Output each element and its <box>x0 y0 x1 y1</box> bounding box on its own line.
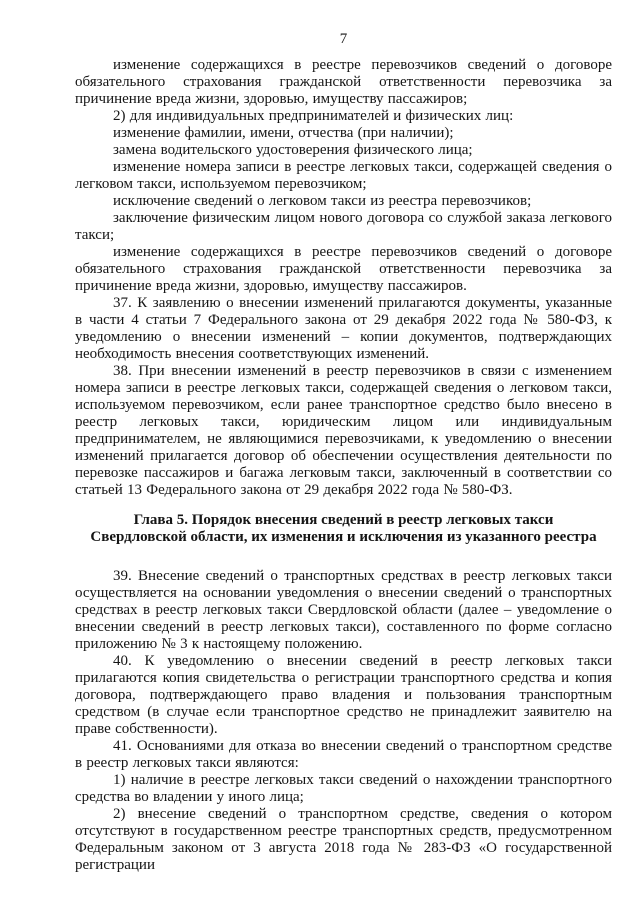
paragraph: изменение содержащихся в реестре перевозчиков сведений о договоре обязательного страхования гражданской ответственности перевозчика за причинение вреда жизни, здоровью, имуществу пассажиров. <box>75 244 612 294</box>
chapter-heading-line2: Свердловской области, их изменения и исключения из указанного реестра <box>90 529 597 545</box>
paragraph: изменение фамилии, имени, отчества (при наличии); <box>113 125 454 141</box>
paragraph: 38. При внесении изменений в реестр перевозчиков в связи с изменением номера записи в реестре легковых такси, содержащей сведения о легковом такси, используемом перевозчиком, если ранее транспортное средство было внесено в реестр легковых такси, юридическим лицом или индивидуальным предпринимателем, не являющимися перевозчиками, к уведомлению о внесении изменений прилагается договор об обеспечении осуществления деятельности по перевозке пассажиров и багажа легковым такси, заключенный в соответствии со статьей 13 Федерального закона от 29 декабря 2022 года № 580-ФЗ. <box>75 363 612 498</box>
paragraph: 2) внесение сведений о транспортном средстве, сведения о котором отсутствуют в государственном реестре транспортных средств, предусмотренном Федеральным законом от 3 августа 2018 года № 283-ФЗ «О государственной регистрации <box>75 806 612 873</box>
chapter-heading-line1: Глава 5. Порядок внесения сведений в реестр легковых такси <box>133 512 554 528</box>
paragraph: 40. К уведомлению о внесении сведений в реестр легковых такси прилагаются копия свидетельства о регистрации транспортного средства и копия договора, подтверждающего право владения и пользования транспортным средством (в случае если транспортное средство не принадлежит заявителю на праве собственности). <box>75 653 612 737</box>
page-number: 7 <box>339 31 348 47</box>
paragraph: заключение физическим лицом нового договора со службой заказа легкового такси; <box>75 210 612 243</box>
paragraph: 1) наличие в реестре легковых такси сведений о нахождении транспортного средства во владении у иного лица; <box>75 772 612 805</box>
paragraph: изменение номера записи в реестре легковых такси, содержащей сведения о легковом такси, используемом перевозчиком; <box>75 159 612 192</box>
paragraph: 37. К заявлению о внесении изменений прилагаются документы, указанные в части 4 статьи 7 Федерального закона от 29 декабря 2022 года № 580-ФЗ, к уведомлению о внесении изменений – копии документов, подтверждающих необходимость внесения соответствующих изменений. <box>75 295 612 362</box>
chapter-heading <box>75 512 612 546</box>
paragraph: 2) для индивидуальных предпринимателей и физических лиц: <box>113 108 514 124</box>
paragraph: замена водительского удостоверения физического лица; <box>113 142 473 158</box>
paragraph: исключение сведений о легковом такси из реестра перевозчиков; <box>113 193 532 209</box>
paragraph: 39. Внесение сведений о транспортных средствах в реестр легковых такси осуществляется на основании уведомления о внесении сведений о транспортных средствах в реестр легковых такси Свердловской области (далее – уведомление о внесении сведений в реестр легковых такси), составленного по форме согласно приложению № 3 к настоящему положению. <box>75 568 612 652</box>
paragraph: изменение содержащихся в реестре перевозчиков сведений о договоре обязательного страхования гражданской ответственности перевозчика за причинение вреда жизни, здоровью, имуществу пассажиров; <box>75 57 612 107</box>
document-body <box>75 57 612 874</box>
paragraph: 41. Основаниями для отказа во внесении сведений о транспортном средстве в реестр легковых такси являются: <box>75 738 612 771</box>
